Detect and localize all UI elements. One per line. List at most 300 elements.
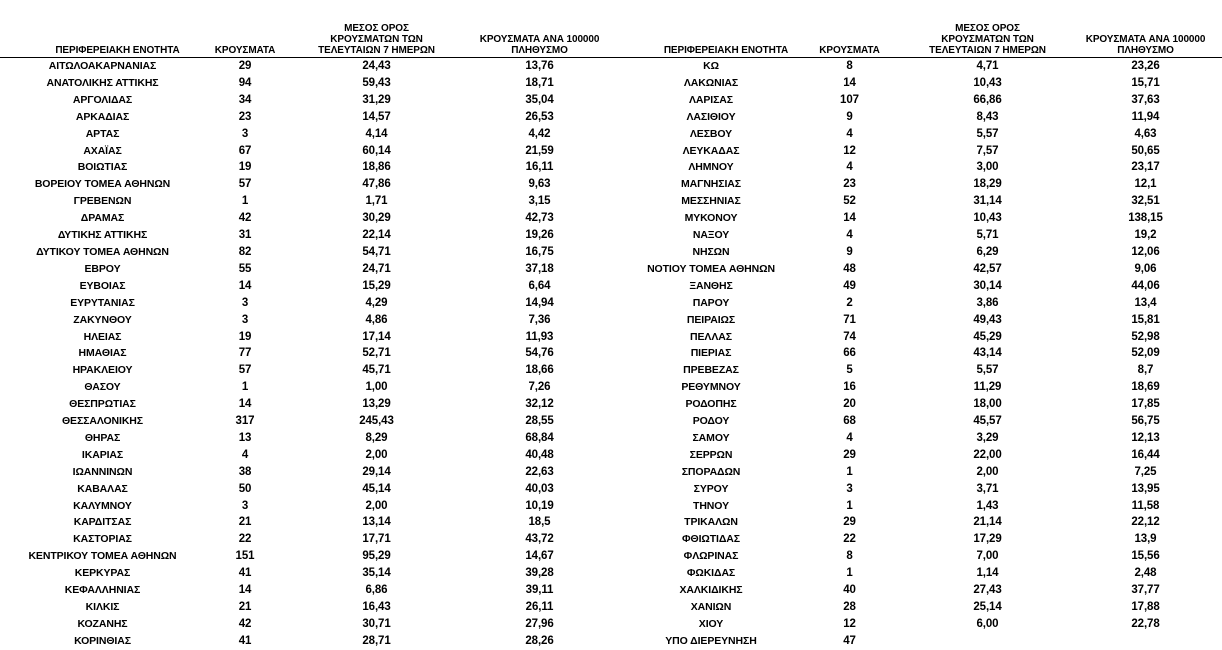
cell-per-100k: 7,36 (528, 313, 551, 326)
cell-region: ΞΑΝΘΗΣ (689, 279, 733, 292)
cell-cases: 42 (238, 212, 252, 225)
cell-cases: 67 (238, 144, 252, 157)
cell-cases: 50 (238, 482, 252, 495)
table-row (614, 244, 1222, 261)
cell-cases: 66 (843, 347, 856, 360)
cell-avg-7days: 13,14 (362, 516, 391, 529)
cell-per-100k: 17,85 (1131, 398, 1160, 411)
cell-avg-7days: 16,43 (362, 601, 391, 613)
table-row (0, 75, 614, 92)
table-row (0, 193, 614, 210)
table-row (0, 159, 614, 176)
cell-region: ΡΟΔΟΥ (692, 415, 730, 428)
cell-cases: 41 (238, 567, 252, 580)
table-row (0, 514, 614, 531)
table-row (614, 413, 1222, 430)
cell-region: ΘΑΣΟΥ (84, 381, 121, 394)
cell-cases: 1 (846, 499, 853, 512)
cell-cases: 3 (241, 296, 249, 309)
cell-avg-7days: 31,14 (973, 195, 1002, 208)
cell-per-100k: 13,95 (1131, 482, 1160, 495)
cell-per-100k: 19,26 (525, 229, 554, 242)
cell-region: ΕΥΡΥΤΑΝΙΑΣ (70, 296, 135, 309)
cell-avg-7days: 66,86 (973, 93, 1002, 106)
cell-cases: 22 (843, 533, 856, 546)
cell-region: ΛΑΣΙΘΙΟΥ (686, 110, 736, 123)
table-row (0, 565, 614, 582)
cell-region: ΘΕΣΠΡΩΤΙΑΣ (69, 398, 136, 411)
header-region: ΠΕΡΙΦΕΡΕΙΑΚΗ ΕΝΟΤΗΤΑ (55, 45, 180, 56)
cell-per-100k: 12,13 (1131, 431, 1160, 444)
cell-cases: 3 (846, 482, 853, 495)
cell-avg-7days: 6,86 (365, 584, 388, 597)
table-row (614, 329, 1222, 346)
cell-cases: 13 (238, 431, 252, 444)
table-row (0, 362, 614, 379)
cell-avg-7days: 25,14 (973, 601, 1002, 613)
cell-avg-7days: 4,71 (976, 60, 999, 72)
cell-cases: 28 (843, 601, 856, 613)
cell-avg-7days: 45,57 (973, 415, 1002, 428)
cell-avg-7days: 49,43 (973, 313, 1002, 326)
cell-per-100k: 18,66 (525, 364, 554, 377)
right-table (614, 0, 1222, 650)
cell-region: ΜΥΚΟΝΟΥ (684, 212, 738, 225)
cell-cases: 21 (238, 516, 252, 529)
cell-cases: 38 (238, 465, 252, 478)
header-avg-line-2: ΚΡΟΥΣΜΑΤΩΝ ΤΩΝ (330, 34, 423, 45)
cell-avg-7days: 7,00 (976, 550, 999, 563)
table-row (0, 244, 614, 261)
cell-per-100k: 16,75 (525, 245, 554, 258)
cell-region: ΚΕΡΚΥΡΑΣ (74, 567, 131, 580)
cell-per-100k: 22,78 (1131, 617, 1160, 630)
table-row (614, 565, 1222, 582)
cell-cases: 94 (238, 76, 252, 89)
cell-per-100k: 14,67 (525, 550, 554, 563)
table-row (614, 599, 1222, 616)
cell-region: ΚΑΛΥΜΝΟΥ (73, 499, 132, 512)
cell-per-100k: 32,12 (525, 398, 554, 411)
cell-per-100k: 16,44 (1131, 448, 1160, 461)
table-row (614, 548, 1222, 565)
cell-region: ΤΡΙΚΑΛΩΝ (684, 516, 738, 529)
cell-per-100k: 23,26 (1131, 60, 1160, 72)
cell-cases: 48 (843, 262, 856, 275)
cell-avg-7days: 1,71 (365, 195, 388, 208)
cell-cases: 57 (238, 178, 252, 191)
cell-avg-7days: 4,86 (365, 313, 388, 326)
table-row (614, 447, 1222, 464)
cell-cases: 20 (843, 398, 856, 411)
cell-region: ΔΥΤΙΚΗΣ ΑΤΤΙΚΗΣ (57, 229, 148, 242)
cell-per-100k: 35,04 (525, 93, 554, 106)
cell-avg-7days: 2,00 (365, 499, 388, 512)
cell-region: ΑΧΑΪΑΣ (83, 144, 122, 157)
header-per-100k (465, 34, 614, 56)
table-row (0, 261, 614, 278)
cell-region: ΠΑΡΟΥ (692, 296, 730, 309)
cell-per-100k: 7,26 (528, 381, 551, 394)
cell-avg-7days: 22,14 (362, 229, 391, 242)
cell-region: ΝΑΞΟΥ (692, 229, 730, 242)
cell-per-100k: 15,71 (1131, 76, 1160, 89)
cell-cases: 23 (843, 178, 856, 191)
table-row (614, 312, 1222, 329)
cell-avg-7days: 31,29 (362, 93, 391, 106)
header-avg-7days (906, 23, 1069, 56)
cell-cases: 3 (241, 313, 249, 326)
cell-cases: 29 (843, 448, 856, 461)
table-row (0, 582, 614, 599)
cell-per-100k: 9,63 (528, 178, 551, 191)
cell-region: ΠΕΛΛΑΣ (690, 330, 732, 343)
cell-avg-7days: 45,29 (973, 330, 1002, 343)
cell-avg-7days: 30,29 (362, 212, 391, 225)
cell-avg-7days: 17,29 (973, 533, 1002, 546)
cell-per-100k: 52,09 (1131, 347, 1160, 360)
cell-region: ΦΩΚΙΔΑΣ (686, 567, 736, 580)
table-row (614, 295, 1222, 312)
header-avg-line-1: ΜΕΣΟΣ ΟΡΟΣ (955, 23, 1020, 34)
header-per100k-line-2: ΠΛΗΘΥΣΜΟ (511, 45, 568, 56)
cell-region: ΛΕΣΒΟΥ (689, 127, 733, 140)
cell-per-100k: 37,18 (525, 262, 554, 275)
table-row (0, 227, 614, 244)
cell-avg-7days: 24,71 (362, 262, 391, 275)
cell-avg-7days: 59,43 (362, 76, 391, 89)
cell-avg-7days: 11,29 (973, 381, 1002, 394)
cell-region: ΘΕΣΣΑΛΟΝΙΚΗΣ (61, 415, 143, 428)
table-row (0, 413, 614, 430)
cell-region: ΛΑΚΩΝΙΑΣ (683, 76, 739, 89)
cell-per-100k: 11,58 (1131, 499, 1160, 512)
cell-per-100k: 44,06 (1131, 279, 1160, 292)
cell-per-100k: 13,76 (525, 60, 554, 72)
cell-region: ΚΑΣΤΟΡΙΑΣ (73, 533, 132, 546)
cell-cases: 68 (843, 415, 856, 428)
cell-avg-7days: 30,71 (362, 617, 391, 630)
cell-region: ΦΘΙΩΤΙΔΑΣ (682, 533, 740, 546)
table-row (614, 616, 1222, 633)
cell-avg-7days: 6,29 (976, 245, 999, 258)
cell-avg-7days: 10,43 (973, 212, 1002, 225)
cell-cases: 55 (238, 262, 252, 275)
cell-cases: 9 (846, 245, 853, 258)
cell-region: ΦΛΩΡΙΝΑΣ (683, 550, 739, 563)
cell-per-100k: 37,63 (1131, 93, 1160, 106)
table-row (614, 498, 1222, 515)
table-row (0, 616, 614, 633)
cell-avg-7days: 2,00 (976, 465, 999, 478)
cell-cases: 14 (843, 76, 856, 89)
cell-cases: 57 (238, 364, 252, 377)
table-row (0, 143, 614, 160)
cell-per-100k: 27,96 (525, 617, 554, 630)
table-row (614, 481, 1222, 498)
cell-cases: 14 (238, 398, 252, 411)
cell-avg-7days: 54,71 (362, 245, 391, 258)
cell-cases: 49 (843, 279, 856, 292)
cell-per-100k: 50,65 (1131, 144, 1160, 157)
table-row (614, 58, 1222, 75)
cell-per-100k: 28,26 (525, 634, 554, 647)
cell-cases: 5 (846, 364, 853, 377)
cell-cases: 23 (238, 110, 252, 123)
cell-cases: 22 (238, 533, 252, 546)
cell-cases: 47 (843, 634, 856, 647)
cell-cases: 8 (846, 60, 853, 72)
cell-avg-7days: 60,14 (362, 144, 391, 157)
table-row (0, 481, 614, 498)
cell-avg-7days: 17,14 (362, 330, 391, 343)
cell-per-100k: 18,71 (525, 76, 554, 89)
cell-per-100k (1069, 633, 1222, 650)
cell-avg-7days: 3,86 (976, 296, 999, 309)
cell-region: ΘΗΡΑΣ (84, 431, 121, 444)
cell-avg-7days: 18,29 (973, 178, 1002, 191)
cell-cases: 41 (238, 634, 252, 647)
table-row (614, 362, 1222, 379)
cell-per-100k: 18,5 (528, 516, 551, 529)
table-row (614, 193, 1222, 210)
table-row (614, 582, 1222, 599)
table-header (614, 0, 1222, 58)
cell-cases: 4 (846, 229, 853, 242)
cell-avg-7days: 47,86 (362, 178, 391, 191)
header-avg-line-1: ΜΕΣΟΣ ΟΡΟΣ (344, 23, 409, 34)
cell-avg-7days: 3,29 (976, 431, 999, 444)
cell-per-100k: 40,48 (525, 448, 554, 461)
cell-cases: 4 (846, 161, 853, 174)
cell-region: ΡΟΔΟΠΗΣ (685, 398, 737, 411)
cell-region: ΙΩΑΝΝΙΝΩΝ (72, 465, 133, 478)
cell-region: ΧΙΟΥ (698, 617, 724, 630)
cell-per-100k: 9,06 (1134, 262, 1157, 275)
cell-cases: 1 (241, 195, 249, 208)
cell-cases: 1 (846, 465, 853, 478)
cell-per-100k: 8,7 (1137, 364, 1154, 377)
cell-region: ΡΕΘΥΜΝΟΥ (681, 381, 741, 394)
table-row (614, 633, 1222, 650)
cell-region: ΣΕΡΡΩΝ (689, 448, 733, 461)
table-row (614, 75, 1222, 92)
cell-region: ΠΡΕΒΕΖΑΣ (683, 364, 739, 377)
cell-region: ΧΑΝΙΩΝ (690, 601, 732, 613)
header-avg-line-3: ΤΕΛΕΥΤΑΙΩΝ 7 ΗΜΕΡΩΝ (318, 45, 435, 56)
cell-avg-7days: 3,00 (976, 161, 999, 174)
cell-region: ΗΡΑΚΛΕΙΟΥ (72, 364, 133, 377)
table-row (614, 464, 1222, 481)
cell-region: ΛΕΥΚΑΔΑΣ (682, 144, 740, 157)
table-row (0, 498, 614, 515)
cell-avg-7days: 4,29 (365, 296, 388, 309)
cell-region: ΙΚΑΡΙΑΣ (81, 448, 124, 461)
table-row (0, 379, 614, 396)
cell-avg-7days: 29,14 (362, 465, 391, 478)
table-row (614, 159, 1222, 176)
cell-avg-7days: 245,43 (359, 415, 394, 428)
cell-region: ΚΕΦΑΛΛΗΝΙΑΣ (64, 584, 141, 597)
cell-avg-7days: 13,29 (362, 398, 391, 411)
cell-per-100k: 12,1 (1134, 178, 1157, 191)
cell-per-100k: 13,9 (1134, 533, 1157, 546)
cell-region: ΜΕΣΣΗΝΙΑΣ (681, 195, 741, 208)
cell-cases: 1 (241, 381, 249, 394)
cell-avg-7days: 8,43 (976, 110, 999, 123)
cell-per-100k: 22,63 (525, 465, 554, 478)
cell-per-100k: 21,59 (525, 144, 554, 157)
cell-cases: 31 (238, 229, 252, 242)
table-row (0, 329, 614, 346)
cell-region: ΚΕΝΤΡΙΚΟΥ ΤΟΜΕΑ ΑΘΗΝΩΝ (28, 550, 177, 563)
cell-avg-7days: 17,71 (362, 533, 391, 546)
cell-per-100k: 28,55 (525, 415, 554, 428)
cell-cases: 19 (238, 330, 252, 343)
table-row (0, 109, 614, 126)
cell-region: ΥΠΟ ΔΙΕΡΕΥΝΗΣΗ (665, 634, 757, 647)
table-row (0, 278, 614, 295)
cell-avg-7days: 1,14 (976, 567, 999, 580)
header-avg-line-3: ΤΕΛΕΥΤΑΙΩΝ 7 ΗΜΕΡΩΝ (929, 45, 1046, 56)
cell-per-100k: 4,42 (528, 127, 551, 140)
cell-cases: 19 (238, 161, 252, 174)
cell-cases: 71 (843, 313, 856, 326)
cell-avg-7days: 10,43 (973, 76, 1002, 89)
cell-per-100k: 11,94 (1131, 110, 1160, 123)
cell-cases: 3 (241, 127, 249, 140)
table-header (0, 0, 614, 58)
cell-cases: 52 (843, 195, 856, 208)
cell-region: ΣΑΜΟΥ (692, 431, 730, 444)
header-per100k-line-1: ΚΡΟΥΣΜΑΤΑ ΑΝΑ 100000 (479, 34, 600, 45)
table-row (0, 58, 614, 75)
cell-avg-7days: 1,00 (365, 381, 388, 394)
cell-per-100k: 23,17 (1131, 161, 1160, 174)
cell-region: ΑΙΤΩΛΟΑΚΑΡΝΑΝΙΑΣ (48, 60, 157, 72)
cell-per-100k: 54,76 (525, 347, 554, 360)
cell-region: ΠΕΙΡΑΙΩΣ (686, 313, 736, 326)
table-row (614, 92, 1222, 109)
cell-avg-7days: 2,00 (365, 448, 388, 461)
table-row (614, 109, 1222, 126)
cell-per-100k: 15,81 (1131, 313, 1160, 326)
table-row (0, 345, 614, 362)
cell-region: ΛΗΜΝΟΥ (688, 161, 734, 174)
cell-per-100k: 32,51 (1131, 195, 1160, 208)
cell-avg-7days: 45,14 (362, 482, 391, 495)
table-row (0, 548, 614, 565)
cell-region: ΧΑΛΚΙΔΙΚΗΣ (679, 584, 743, 597)
cell-cases: 14 (238, 584, 252, 597)
cell-region: ΑΡΤΑΣ (85, 127, 120, 140)
table-row (0, 464, 614, 481)
table-row (614, 430, 1222, 447)
cell-avg-7days: 4,14 (365, 127, 388, 140)
cell-avg-7days: 52,71 (362, 347, 391, 360)
cell-region: ΠΙΕΡΙΑΣ (690, 347, 732, 360)
cell-avg-7days: 18,00 (973, 398, 1002, 411)
cell-per-100k: 68,84 (525, 431, 554, 444)
cell-per-100k: 56,75 (1131, 415, 1160, 428)
cell-region: ΗΜΑΘΙΑΣ (78, 347, 127, 360)
table-row (0, 295, 614, 312)
header-per-100k (1069, 34, 1222, 56)
cell-region: ΔΡΑΜΑΣ (80, 212, 125, 225)
cell-cases: 29 (843, 516, 856, 529)
cell-cases: 151 (235, 550, 255, 563)
table-row (614, 379, 1222, 396)
cell-per-100k: 12,06 (1131, 245, 1160, 258)
cell-region: ΒΟΙΩΤΙΑΣ (77, 161, 128, 174)
cell-cases: 29 (238, 60, 252, 72)
cell-cases: 8 (846, 550, 853, 563)
cell-region: ΝΗΣΩΝ (692, 245, 730, 258)
cell-cases: 34 (238, 93, 252, 106)
cell-avg-7days: 95,29 (362, 550, 391, 563)
cell-region: ΚΙΛΚΙΣ (85, 601, 120, 613)
cell-avg-7days (906, 633, 1069, 650)
cell-per-100k: 26,53 (525, 110, 554, 123)
cell-per-100k: 7,25 (1134, 465, 1157, 478)
cell-avg-7days: 22,00 (973, 448, 1002, 461)
cell-region: ΚΟΖΑΝΗΣ (77, 617, 128, 630)
cell-per-100k: 6,64 (528, 279, 551, 292)
table-row (0, 531, 614, 548)
cell-per-100k: 22,12 (1131, 516, 1160, 529)
cell-region: ΣΥΡΟΥ (693, 482, 729, 495)
cell-per-100k: 19,2 (1134, 229, 1157, 242)
header-per100k-line-2: ΠΛΗΘΥΣΜΟ (1117, 45, 1174, 56)
cell-per-100k: 10,19 (525, 499, 554, 512)
header-avg-7days (288, 23, 465, 56)
table-row (0, 210, 614, 227)
cell-per-100k: 43,72 (525, 533, 554, 546)
cell-region: ΑΡΓΟΛΙΔΑΣ (72, 93, 133, 106)
cell-per-100k: 138,15 (1128, 212, 1163, 225)
cell-cases: 317 (235, 415, 255, 428)
cell-avg-7days: 5,71 (976, 229, 999, 242)
table-row (0, 430, 614, 447)
table-row (0, 176, 614, 193)
cell-cases: 14 (843, 212, 856, 225)
cell-per-100k: 37,77 (1131, 584, 1160, 597)
cell-per-100k: 18,69 (1131, 381, 1160, 394)
cell-per-100k: 11,93 (525, 330, 554, 343)
cell-cases: 107 (840, 93, 859, 106)
cell-per-100k: 39,11 (525, 584, 554, 597)
cell-avg-7days: 30,14 (973, 279, 1002, 292)
cell-per-100k: 17,88 (1131, 601, 1160, 613)
cell-region: ΛΑΡΙΣΑΣ (689, 93, 733, 106)
cell-region: ΑΝΑΤΟΛΙΚΗΣ ΑΤΤΙΚΗΣ (46, 76, 159, 89)
table-row (614, 261, 1222, 278)
cell-cases: 21 (238, 601, 252, 613)
cell-cases: 12 (843, 144, 856, 157)
header-region: ΠΕΡΙΦΕΡΕΙΑΚΗ ΕΝΟΤΗΤΑ (663, 45, 789, 56)
table-row (0, 633, 614, 650)
cell-avg-7days: 18,86 (362, 161, 391, 174)
header-avg-line-2: ΚΡΟΥΣΜΑΤΩΝ ΤΩΝ (941, 34, 1034, 45)
cell-per-100k: 15,56 (1131, 550, 1160, 563)
cell-cases: 12 (843, 617, 856, 630)
table-row (614, 210, 1222, 227)
table-row (614, 396, 1222, 413)
cell-region: ΓΡΕΒΕΝΩΝ (73, 195, 132, 208)
table-row (614, 278, 1222, 295)
cell-region: ΒΟΡΕΙΟΥ ΤΟΜΕΑ ΑΘΗΝΩΝ (34, 178, 171, 191)
cell-avg-7days: 45,71 (362, 364, 391, 377)
